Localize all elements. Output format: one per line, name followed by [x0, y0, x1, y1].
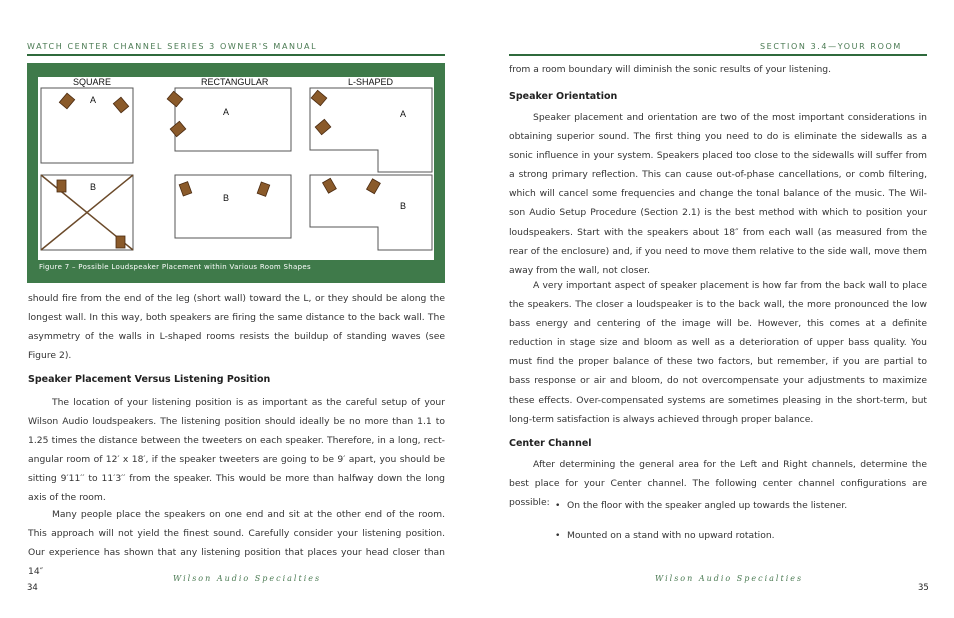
right-paragraph-2: A very important aspect of speaker placement is how far from the back wall to place the speakers. The closer a loudspeaker is to the back wall, the more pronounced the low bass energy and centering of the image will be. However, this comes at a definite reduction in stage size and bloom as well as a deterioration of upper bass quality. You must find the proper balance of these two factors, but remember, if you are partial to bass response or air and bloom, do not overcompensate your adjustments to maximize these effects. Over-compensated systems are sometimes pleasing in the short-term, but long-term satisfaction is always achieved through proper balance. [509, 280, 927, 425]
bullet-item-1 [555, 500, 847, 511]
bullet-dot: • [555, 500, 561, 511]
speaker-icon [167, 91, 183, 106]
heading-speaker-orientation: Speaker Orientation [509, 91, 618, 102]
speaker-icon [323, 178, 337, 193]
speaker-icon [57, 180, 66, 192]
bullet-text-1: On the floor with the speaker angled up towards the listener. [567, 500, 848, 511]
label-a-rect: A [223, 107, 230, 117]
speaker-icon [315, 119, 331, 134]
label-square: SQUARE [73, 77, 112, 87]
right-paragraph-0: from a room boundary will diminish the sonic results of your listening. [509, 64, 832, 75]
bullet-dot: • [555, 530, 561, 541]
bullet-item-2 [555, 530, 775, 541]
label-a-l: A [400, 109, 407, 119]
right-paragraph-1: Speaker placement and orientation are two of the most important considerations in obtaining superior sound. The first thing you need to do is eliminate the sidewalls as a sonic influence in your system. Speakers placed too close to the sidewalls will suffer from a strong primary reflection. This can cause out-of-phase cancellations, or comb filtering, which will cancel some frequencies and change the tonal balance of the music. The Wil-son Audio Setup Procedure (Section 2.1) is the best method with which to position your loudspeakers. Start with the speakers about 18″ from each wall (as measured from the rear of the enclosure) and, if you need to move them relative to the side wall, move them away from the wall, not closer. [509, 112, 927, 276]
speaker-icon [113, 97, 128, 113]
left-paragraph-3: Many people place the speakers on one end and sit at the other end of the room. This approach will not yield the finest sound. Carefully consider your listening position. Our experience has shown that any listening position that places your head closer than 14″ [28, 509, 445, 578]
page-number-right: 35 [918, 583, 929, 593]
speaker-icon [179, 182, 192, 196]
l-room-a [310, 88, 432, 172]
header-rule-left [27, 54, 445, 56]
speaker-icon [367, 179, 381, 194]
room-diagram [38, 77, 434, 260]
label-lshaped: L-SHAPED [348, 77, 394, 87]
speaker-icon [257, 182, 270, 196]
footer-right: Wilson Audio Specialties [655, 574, 804, 583]
label-rectangular: RECTANGULAR [201, 77, 269, 87]
label-b-rect: B [223, 193, 230, 203]
speaker-icon [116, 236, 125, 248]
page-number-left: 34 [27, 583, 38, 593]
label-b-l: B [400, 201, 407, 211]
left-paragraph-1: should fire from the end of the leg (short wall) toward the L, or they should be along the longest wall. In this way, both speakers are firing the same distance to the back wall. The asymmetry of the walls in L-shaped rooms resists the buildup of standing waves (see Figure 2). [28, 293, 445, 362]
rect-room-a [175, 88, 291, 151]
speaker-icon [311, 90, 327, 105]
speaker-icon [59, 93, 74, 109]
heading-center-channel: Center Channel [509, 438, 592, 449]
heading-placement-vs-listening: Speaker Placement Versus Listening Position [28, 374, 271, 385]
right-paragraph-3: After determining the general area for the Left and Right channels, determine the best place for your Center channel. The following center channel configurations are possible: [509, 459, 927, 509]
left-paragraph-2: The location of your listening position is as important as the careful setup of your Wilson Audio loudspeakers. The listening position should ideally be no more than 1.1 to 1.25 times the distance between the tweeters on each speaker. Therefore, in a long, rect-angular room of 12′ x 18′, if the speaker tweeters are going to be 9′ apart, you should be sitting 9′11′′ to 11′3′′ from the speaker. This would be more than halfway down the long axis of the room. [28, 397, 445, 504]
speaker-icon [170, 121, 186, 136]
figure-caption: Figure 7 – Possible Loudspeaker Placement within Various Room Shapes [39, 263, 311, 271]
rect-room-b [175, 175, 291, 238]
bullet-text-2: Mounted on a stand with no upward rotation. [567, 530, 775, 541]
label-b-square: B [90, 182, 97, 192]
room-shapes-svg [38, 77, 434, 260]
figure-7 [27, 63, 445, 283]
header-rule-right [509, 54, 927, 56]
running-head-left: WATCH CENTER CHANNEL SERIES 3 OWNER'S MANUAL [27, 42, 318, 51]
running-head-right: SECTION 3.4—YOUR ROOM [760, 42, 902, 51]
label-a-square: A [90, 95, 97, 105]
footer-left: Wilson Audio Specialties [173, 574, 322, 583]
